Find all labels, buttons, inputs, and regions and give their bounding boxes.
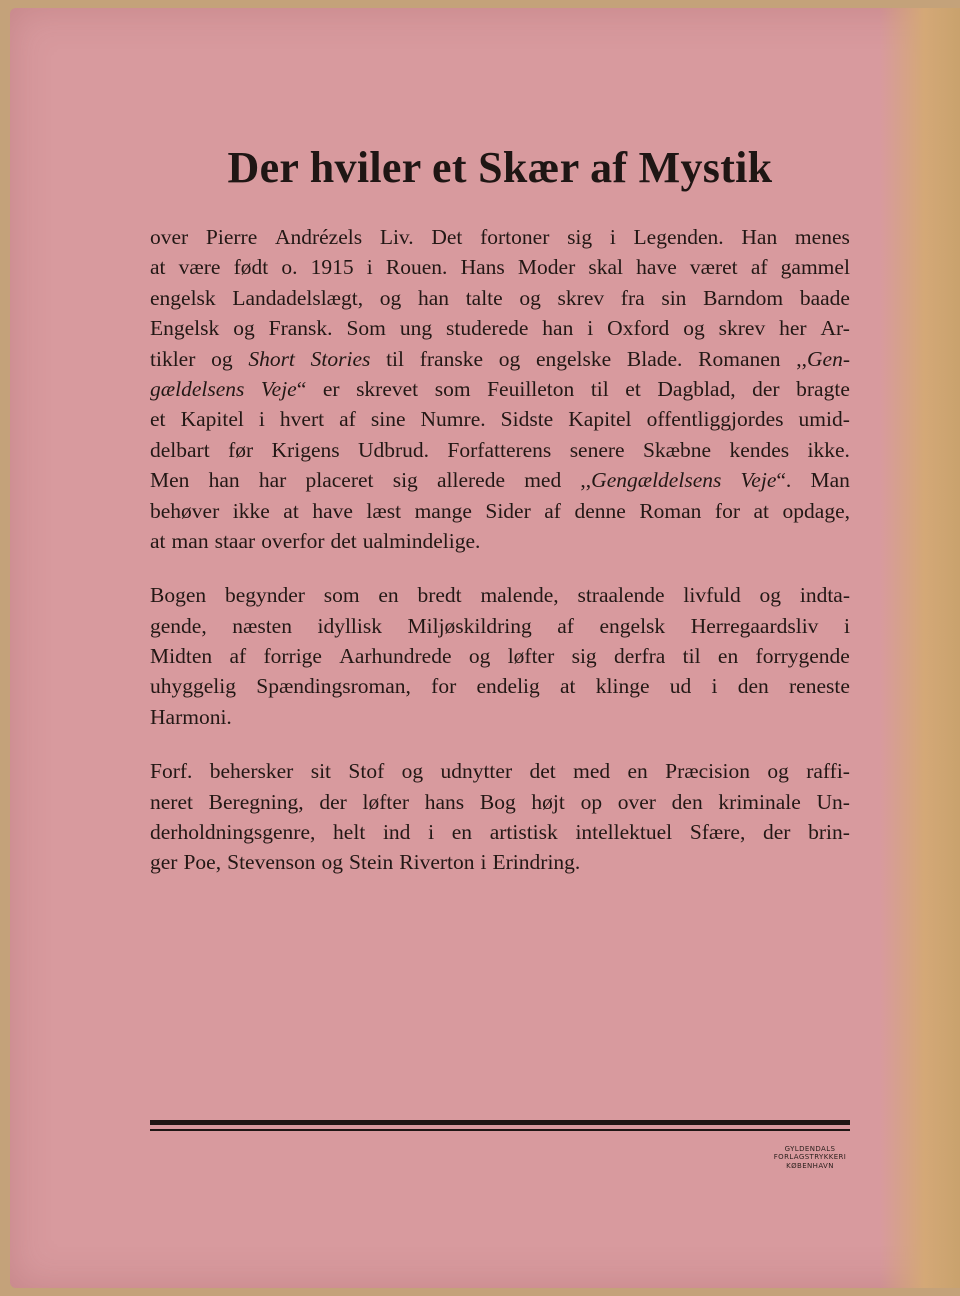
text-line: ger Poe, Stevenson og Stein Riverton i Erindring. bbox=[150, 850, 581, 875]
text-line: behøver ikke at have læst mange Sider af denne Roman for at opdage, bbox=[150, 498, 850, 523]
printer-city: KØBENHAVN bbox=[786, 1161, 834, 1170]
text-line: gende, næsten idyllisk Miljøskildring af engelsk Herregaardsliv i bbox=[150, 613, 850, 638]
text-line: Engelsk og Fransk. Som ung studerede han i Oxford og skrev her Ar- bbox=[150, 316, 850, 341]
printer-mark bbox=[770, 1145, 850, 1170]
text-line: et Kapitel i hvert af sine Numre. Sidste Kapitel offentliggjordes umid- bbox=[150, 407, 850, 432]
paragraph-3 bbox=[150, 756, 850, 878]
text-line: Harmoni. bbox=[150, 704, 232, 729]
printer-type: FORLAGSTRYKKERI bbox=[773, 1153, 847, 1162]
text-line: delbart før Krigens Udbrud. Forfatterens senere Skæbne kendes ikke. bbox=[150, 437, 850, 462]
blurb-text bbox=[150, 222, 850, 878]
text-line: Bogen begynder som en bredt malende, straalende livfuld og indta- bbox=[150, 583, 850, 608]
cover-title: Der hviler et Skær af Mystik bbox=[227, 143, 773, 192]
printer-name: GYLDENDALS bbox=[784, 1145, 836, 1153]
text-line: Midten af forrige Aarhundrede og løfter sig derfra til en forrygende bbox=[150, 644, 850, 669]
thick-rule bbox=[150, 1120, 850, 1125]
thin-rule bbox=[150, 1129, 850, 1131]
text-line: neret Beregning, der løfter hans Bog højt op over den kriminale Un- bbox=[150, 789, 850, 814]
text-line: over Pierre Andrézels Liv. Det fortoner sig i Legenden. Han menes bbox=[150, 225, 850, 249]
text-line: tikler og Short Stories til franske og engelske Blade. Romanen ,,Gen- bbox=[150, 346, 850, 371]
paragraph-1 bbox=[150, 222, 850, 556]
text-line: derholdningsgenre, helt ind i en artistisk intellektuel Sfære, der brin- bbox=[150, 820, 850, 845]
text-line: engelsk Landadelslægt, og han talte og skrev fra sin Barndom baade bbox=[150, 285, 850, 310]
text-line: at man staar overfor det ualmindelige. bbox=[150, 528, 481, 553]
text-line: uhyggelig Spændingsroman, for endelig at klinge ud i den reneste bbox=[150, 674, 850, 699]
text-line: Forf. behersker sit Stof og udnytter det med en Præcision og raffi- bbox=[150, 759, 850, 784]
text-line: Men han har placeret sig allerede med ,,Gengældelsens Veje“. Man bbox=[150, 468, 850, 493]
text-line: at være født o. 1915 i Rouen. Hans Moder skal have været af gammel bbox=[150, 255, 850, 280]
text-line: gældelsens Veje“ er skrevet som Feuilleton til et Dagblad, der bragte bbox=[150, 376, 850, 401]
spine-edge bbox=[880, 8, 960, 1288]
paragraph-2 bbox=[150, 580, 850, 732]
